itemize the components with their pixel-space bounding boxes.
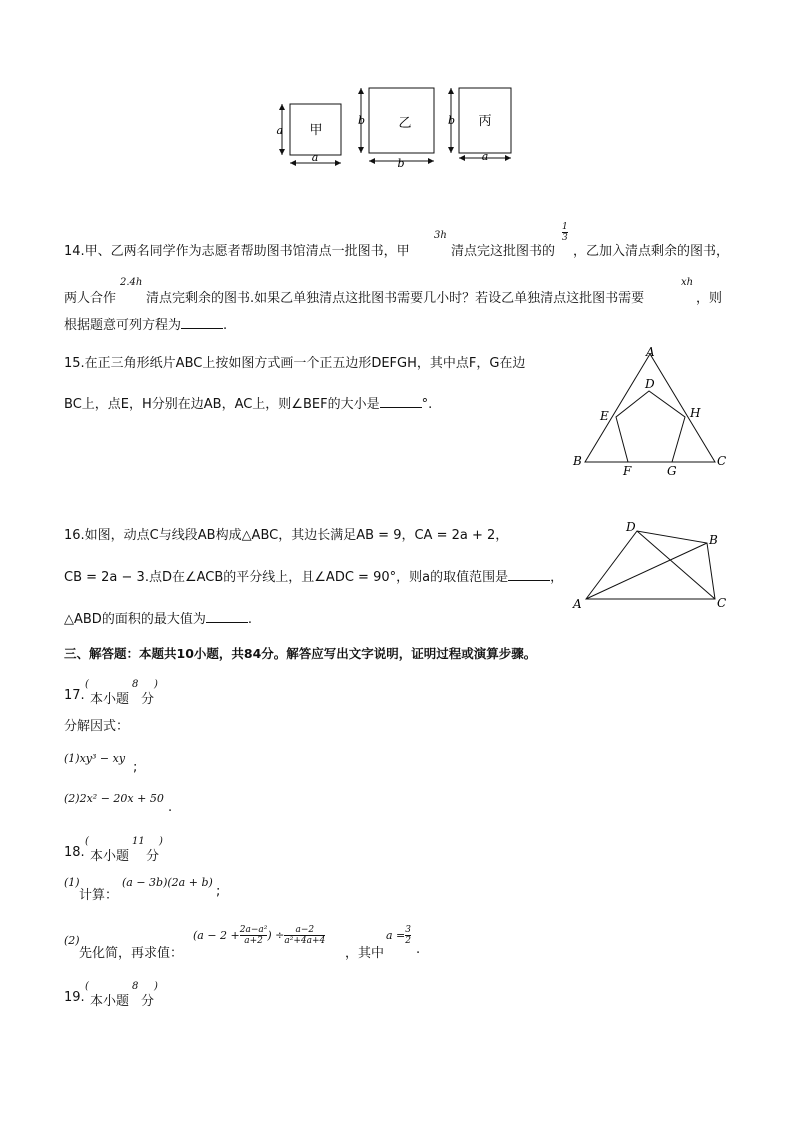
q17-points: 8: [132, 679, 139, 690]
q18-part2-frac1: [240, 925, 268, 946]
quadrilateral-abcd-figure: [566, 515, 736, 615]
q18-head-text: 本小题: [90, 849, 130, 864]
q19-head-number: 19.: [64, 990, 85, 1005]
q18-frac2-den: a²+4a+4: [284, 936, 326, 946]
quad-outline: [586, 531, 715, 599]
jia-name: 甲: [309, 123, 323, 138]
q16-line3-text: △ABD的面积的最大值为: [64, 612, 206, 627]
q19-points: 8: [132, 981, 139, 992]
q18-part2-frac3: [405, 925, 411, 946]
label-A: A: [573, 597, 582, 611]
q17-part2-label: (2): [64, 792, 80, 805]
q17-part2-end: .: [168, 800, 173, 815]
q14-line1c: ，乙加入清点剩余的图书，: [573, 244, 730, 259]
q14-line2b: 清点完剩余的图书.如果乙单独清点这批图书需要几小时？若设乙单独清点这批图书需要: [146, 291, 645, 306]
q18-part2-frac2: [284, 925, 325, 946]
bing-name: 丙: [478, 114, 492, 129]
q18-part2-mid: ) ÷: [267, 929, 285, 942]
q18-part2-expr: [193, 925, 325, 946]
jia-side-label: a: [276, 124, 283, 137]
q18-head-number: 18.: [64, 845, 85, 860]
rect-bing: [448, 88, 511, 163]
q16-answer-blank-2[interactable]: [206, 610, 248, 623]
q16-line2-end: ，: [550, 570, 564, 585]
q18-close-paren: ): [159, 836, 163, 847]
q14-line2a: 两人合作: [64, 291, 117, 306]
q17-close-paren: ): [154, 679, 158, 690]
q17-part1-end: ;: [133, 760, 138, 775]
rect-jia: [276, 104, 341, 166]
yi-name: 乙: [398, 116, 412, 131]
q18-frac1-num: 2a−a²: [239, 925, 268, 935]
yi-bottom-label: b: [397, 157, 405, 170]
q18-part2-end: .: [416, 942, 421, 957]
bing-side-label: b: [447, 114, 455, 127]
q17-head-number: 17.: [64, 688, 85, 703]
q14-sup-xh: xh: [681, 277, 694, 288]
q19-close-paren: ): [154, 981, 158, 992]
label-E: E: [600, 409, 609, 423]
q18-part1-text: 计算：: [79, 888, 119, 903]
q18-frac2-num: a−2: [295, 925, 315, 935]
q15-answer-blank[interactable]: [380, 395, 422, 408]
q19-head-unit: 分: [141, 994, 155, 1009]
q17-head-unit: 分: [141, 692, 155, 707]
q15-line2: [64, 393, 432, 412]
q18-open-paren: (: [85, 836, 89, 847]
q18-part2-text2: ，其中: [345, 946, 385, 961]
q14-sup-3h: 3h: [434, 230, 447, 241]
q18-part1-label: (1): [64, 876, 80, 889]
diagonal-dc: [637, 531, 715, 599]
q18-part2-open: (a − 2 +: [193, 929, 240, 942]
label-B: B: [573, 454, 582, 468]
q17-part1-label: (1): [64, 752, 80, 765]
q14-line3-end: .: [223, 318, 228, 333]
q16-line2: [64, 566, 563, 585]
q14-line2c: ，则: [696, 291, 723, 306]
q16-line3-end: .: [247, 612, 252, 627]
q16-answer-blank-1[interactable]: [508, 568, 550, 581]
q14-line1a: 14.甲、乙两名同学作为志愿者帮助图书馆清点一批图书，甲: [64, 244, 410, 259]
label-C: C: [717, 454, 727, 468]
q18-frac3-num: 3: [405, 925, 412, 935]
q16-line3: [64, 608, 252, 627]
q14-answer-blank[interactable]: [181, 316, 223, 329]
pentagon-defgh: [616, 391, 685, 462]
q18-part1-end: ;: [216, 884, 221, 899]
label-D: D: [645, 377, 655, 391]
label-F: F: [623, 464, 632, 478]
q16-line2-text: CB = 2a − 3.点D在∠ACB的平分线上，且∠ADC = 90°，则a的取值范围是: [64, 570, 509, 585]
q14-line3: [64, 314, 227, 333]
jia-bottom-label: a: [311, 151, 319, 164]
q15-line1: 15.在正三角形纸片ABC上按如图方式画一个正五边形DEFGH，其中点F，G在边: [64, 356, 526, 371]
q14-fraction-one-third: [562, 222, 568, 243]
q19-head-text: 本小题: [90, 994, 130, 1009]
q19-open-paren: (: [85, 981, 89, 992]
label-D: D: [626, 520, 636, 534]
q14-line3-text: 根据题意可列方程为: [64, 318, 182, 333]
label-C: C: [717, 596, 727, 610]
rect-yi: [358, 88, 434, 170]
q14-frac-den: 3: [562, 233, 568, 243]
q17-intro: 分解因式：: [64, 719, 130, 734]
q17-part2-expr: 2x² − 20x + 50: [79, 792, 164, 805]
pentagon-in-triangle-figure: [566, 340, 736, 480]
q18-part2-a: a =: [386, 929, 406, 942]
q14-sup-2-4h: 2.4h: [120, 277, 143, 288]
rectangles-figure: [270, 80, 530, 175]
q15-line2-end: °.: [421, 397, 433, 412]
q18-head-unit: 分: [146, 849, 160, 864]
q18-part2-text: 先化简，再求值：: [79, 946, 184, 961]
q18-part2-label: (2): [64, 934, 80, 947]
q17-part1-expr: xy³ − xy: [79, 752, 126, 765]
label-G: G: [667, 464, 677, 478]
q14-frac-num: 1: [562, 222, 568, 232]
q18-points: 11: [132, 836, 145, 847]
q14-line1b: 清点完这批图书的: [451, 244, 556, 259]
q18-part2-value: [386, 925, 411, 946]
q15-line2-text: BC上，点E，H分别在边AB，AC上，则∠BEF的大小是: [64, 397, 380, 412]
q17-part2: [64, 792, 164, 805]
q17-part1: [64, 752, 125, 765]
bing-bottom-label: a: [481, 150, 489, 163]
q18-part1-expr: (a − 3b)(2a + b): [122, 876, 213, 889]
q16-line1: 16.如图，动点C与线段AB构成△ABC，其边长满足AB = 9，CA = 2a + 2，: [64, 528, 509, 543]
label-A: A: [646, 345, 655, 359]
q17-head-text: 本小题: [90, 692, 130, 707]
diagonal-ab: [586, 543, 707, 599]
label-B: B: [709, 533, 718, 547]
q18-frac1-den: a+2: [244, 936, 263, 946]
yi-side-label: b: [357, 114, 365, 127]
section-3-heading: 三、解答题：本题共10小题，共84分。解答应写出文字说明，证明过程或演算步骤。: [64, 646, 537, 661]
label-H: H: [690, 406, 701, 420]
q17-open-paren: (: [85, 679, 89, 690]
q18-frac3-den: 2: [405, 936, 412, 946]
